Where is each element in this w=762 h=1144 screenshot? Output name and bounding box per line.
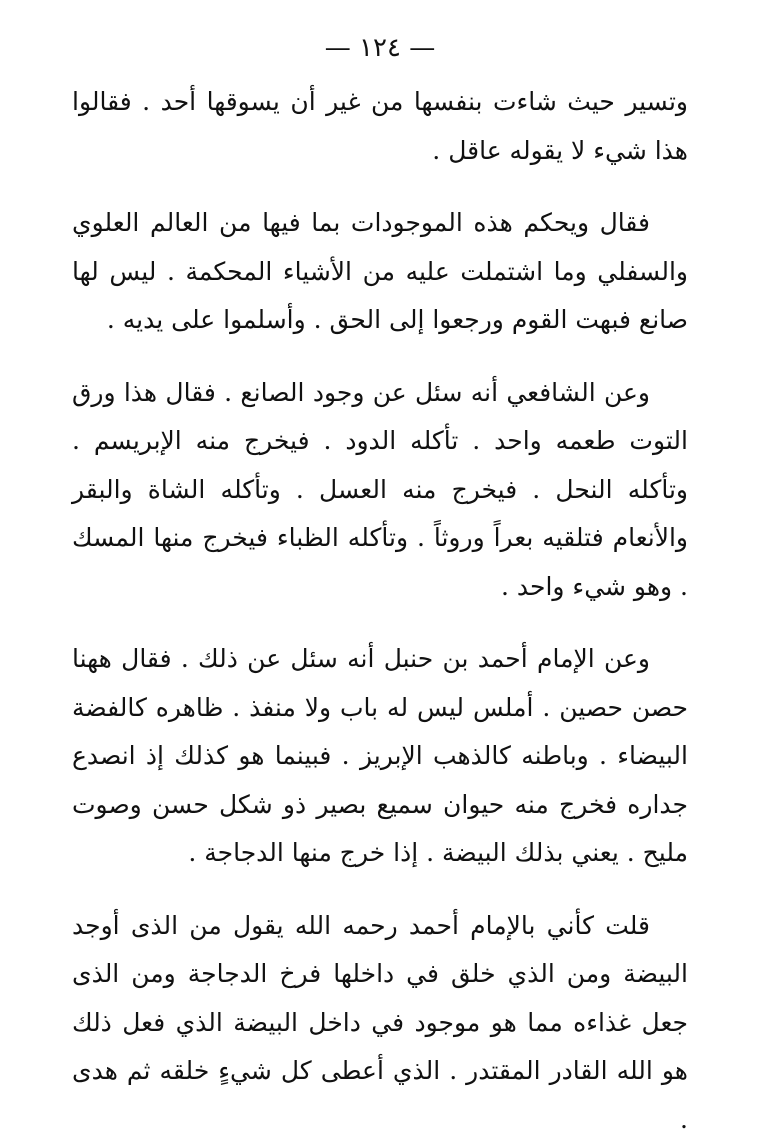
page-number: — ١٢٤ — (72, 32, 688, 64)
body-text (72, 78, 688, 1144)
paragraph-creation-argument: فقال ويحكم هذه الموجودات بما فيها من العالم العلوي والسفلي وما اشتملت عليه من الأشياء المحكمة . ليس لها صانع فبهت القوم ورجعوا إلى الحق . وأسلموا على يديه . (72, 199, 688, 345)
paragraph-continuation: وتسير حيث شاءت بنفسها من غير أن يسوقها أحد . فقالوا هذا شيء لا يقوله عاقل . (72, 78, 688, 175)
paragraph-shafii-mulberry: وعن الشافعي أنه سئل عن وجود الصانع . فقال هذا ورق التوت طعمه واحد . تأكله الدود . فيخرج منه الإبريسم . وتأكله النحل . فيخرج منه العسل . وتأكله الشاة والبقر والأنعام فتلقيه بعراً وروثاً . وتأكله الظباء فيخرج منها المسك . وهو شيء واحد . (72, 369, 688, 612)
paragraph-author-comment: قلت كأني بالإمام أحمد رحمه الله يقول من الذى أوجد البيضة ومن الذي خلق في داخلها فرخ الدجاجة ومن الذى جعل غذاءه مما هو موجود في داخل البيضة الذي فعل ذلك هو الله القادر المقتدر . الذي أعطى كل شيءٍ خلقه ثم هدى . (72, 902, 688, 1144)
paragraph-ahmad-egg: وعن الإمام أحمد بن حنبل أنه سئل عن ذلك . فقال ههنا حصن حصين . أملس ليس له باب ولا منفذ . ظاهره كالفضة البيضاء . وباطنه كالذهب الإبريز . فبينما هو كذلك إذ انصدع جداره فخرج منه حيوان سميع بصير ذو شكل حسن وصوت مليح . يعني بذلك البيضة . إذا خرج منها الدجاجة . (72, 635, 688, 878)
